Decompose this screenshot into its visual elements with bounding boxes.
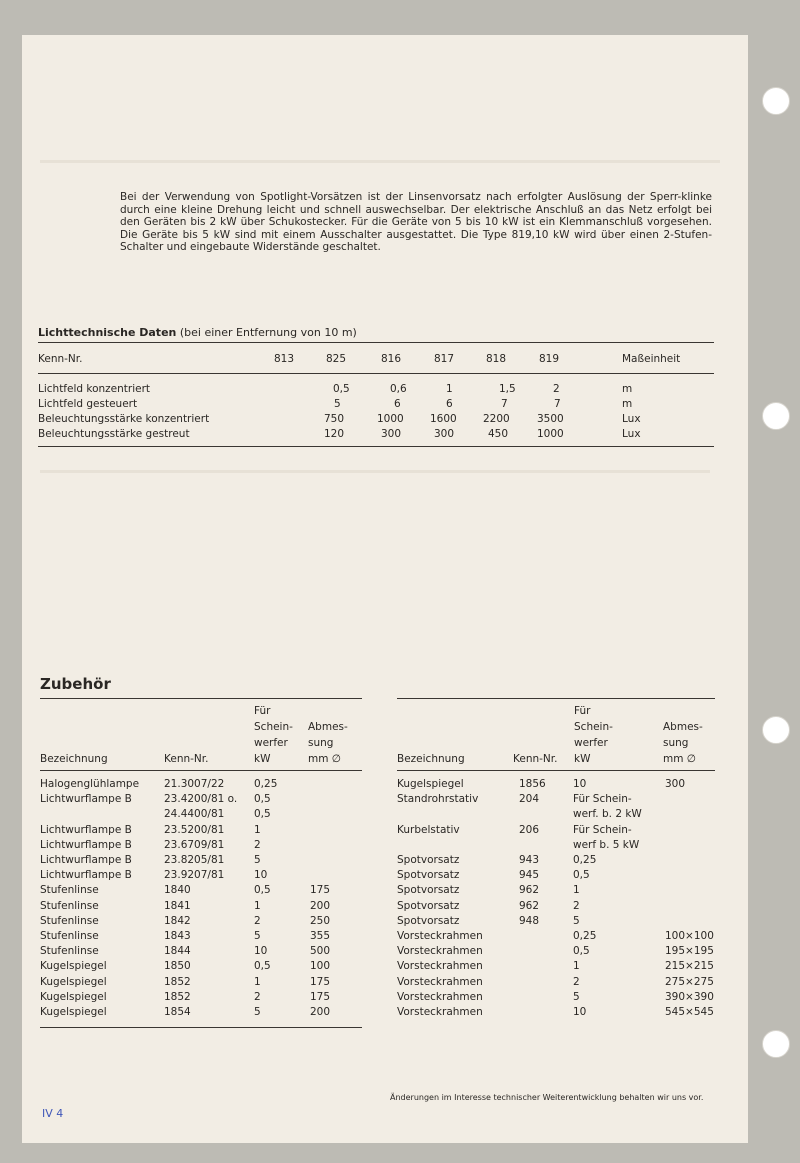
accessory-row bbox=[40, 991, 362, 1006]
accessories-title: Zubehör bbox=[40, 675, 111, 693]
row-unit: m bbox=[622, 398, 633, 410]
accessories-left-header bbox=[40, 703, 362, 769]
row-value: 3500 bbox=[537, 413, 564, 425]
row-label: Beleuchtungsstärke gestreut bbox=[38, 428, 190, 440]
accessory-dim: 175 bbox=[310, 884, 331, 897]
row-value: 6 bbox=[446, 398, 453, 410]
accessory-kw: 10 bbox=[573, 1006, 587, 1018]
accessory-name: Stufenlinse bbox=[40, 914, 99, 927]
accessory-kw: 1 bbox=[254, 975, 261, 988]
accessory-id: 1842 bbox=[164, 914, 191, 927]
accessory-kw: 2 bbox=[573, 975, 580, 988]
row-label: Lichtfeld konzentriert bbox=[38, 383, 151, 395]
col-header-name: Bezeichnung bbox=[397, 753, 465, 765]
row-value: 1000 bbox=[537, 428, 564, 440]
accessory-row bbox=[40, 884, 362, 899]
punch-hole bbox=[762, 87, 790, 115]
accessories-right-table bbox=[397, 778, 715, 1028]
accessory-name: Spotvorsatz bbox=[397, 869, 460, 882]
accessory-dim: 500 bbox=[310, 945, 331, 958]
light-table-top-rule bbox=[38, 342, 714, 343]
row-value: 2 bbox=[553, 383, 560, 395]
accessory-row bbox=[397, 945, 715, 960]
row-unit: Lux bbox=[622, 413, 641, 425]
accessory-id: 23.4200/81 o. bbox=[164, 793, 238, 806]
accessory-dim: 355 bbox=[310, 930, 331, 942]
accessory-row bbox=[397, 1006, 715, 1021]
accessory-kw: werf. b. 2 kW bbox=[573, 808, 642, 821]
header-col: 813 bbox=[274, 353, 295, 365]
row-value: 300 bbox=[434, 428, 455, 440]
accessory-dim: 545×545 bbox=[665, 1006, 714, 1018]
accessory-id: 962 bbox=[519, 884, 540, 897]
light-table-header-rule bbox=[38, 373, 714, 374]
accessory-row bbox=[40, 824, 362, 839]
accessories-right-top-rule bbox=[397, 698, 715, 699]
accessory-kw: 10 bbox=[254, 869, 268, 882]
accessory-name: Vorsteckrahmen bbox=[397, 930, 483, 942]
accessory-row bbox=[397, 793, 715, 808]
accessory-row bbox=[397, 869, 715, 884]
accessory-id: 1841 bbox=[164, 899, 191, 912]
header-col: 816 bbox=[381, 353, 402, 365]
accessory-kw: 5 bbox=[254, 1006, 261, 1018]
row-value: 1000 bbox=[377, 413, 404, 425]
accessory-dim: 200 bbox=[310, 899, 331, 912]
accessory-dim: 195×195 bbox=[665, 945, 714, 958]
accessories-left-table bbox=[40, 778, 362, 1028]
accessory-id: 24.4400/81 bbox=[164, 808, 225, 821]
accessories-right-header bbox=[397, 703, 715, 769]
col-header-id: Kenn-Nr. bbox=[513, 753, 558, 765]
accessory-name: Kugelspiegel bbox=[40, 1006, 107, 1018]
accessory-kw: werf b. 5 kW bbox=[573, 838, 640, 851]
accessory-id: 23.9207/81 bbox=[164, 869, 225, 882]
accessory-dim: 100 bbox=[310, 960, 331, 973]
accessory-dim: 215×215 bbox=[665, 960, 714, 973]
row-unit: m bbox=[622, 383, 633, 395]
light-data-heading bbox=[38, 326, 357, 339]
accessory-kw: 1 bbox=[254, 899, 261, 912]
punch-hole bbox=[762, 716, 790, 744]
accessory-name: Spotvorsatz bbox=[397, 884, 460, 897]
accessory-name: Vorsteckrahmen bbox=[397, 945, 483, 958]
accessory-dim: 275×275 bbox=[665, 975, 714, 988]
accessory-name: Stufenlinse bbox=[40, 930, 99, 942]
accessory-name: Spotvorsatz bbox=[397, 899, 460, 912]
accessory-id: 962 bbox=[519, 899, 540, 912]
row-value: 1600 bbox=[430, 413, 457, 425]
accessory-row bbox=[40, 793, 362, 808]
accessory-id: 948 bbox=[519, 914, 540, 927]
accessory-dim: 200 bbox=[310, 1006, 331, 1018]
accessory-id: 23.5200/81 bbox=[164, 823, 225, 836]
accessory-kw: 2 bbox=[573, 899, 580, 912]
col-header-kw: werfer bbox=[574, 737, 608, 749]
accessory-row bbox=[40, 839, 362, 854]
accessory-kw: 0,5 bbox=[254, 884, 271, 897]
accessory-row bbox=[397, 915, 715, 930]
accessory-kw: 1 bbox=[254, 823, 261, 836]
accessory-name: Lichtwurflampe B bbox=[40, 793, 132, 806]
col-header-kw: kW bbox=[254, 753, 271, 765]
col-header-id: Kenn-Nr. bbox=[164, 753, 209, 765]
accessory-name: Kugelspiegel bbox=[397, 778, 464, 790]
col-header-kw: werfer bbox=[254, 737, 288, 749]
accessory-name: Lichtwurflampe B bbox=[40, 823, 132, 836]
accessory-name: Vorsteckrahmen bbox=[397, 1006, 483, 1018]
accessory-kw: 1 bbox=[573, 960, 580, 973]
page-number: IV 4 bbox=[42, 1107, 64, 1120]
accessory-name: Standrohrstativ bbox=[397, 793, 479, 806]
footnote: Änderungen im Interesse technischer Weiterentwicklung behalten wir uns vor. bbox=[390, 1093, 704, 1102]
col-header-dim: mm ∅ bbox=[663, 753, 696, 765]
accessory-row bbox=[40, 808, 362, 823]
accessory-kw: 10 bbox=[254, 945, 268, 958]
accessory-row bbox=[40, 854, 362, 869]
row-value: 300 bbox=[381, 428, 402, 440]
accessory-name: Lichtwurflampe B bbox=[40, 838, 132, 851]
accessory-dim: 300 bbox=[665, 778, 686, 790]
accessory-name: Vorsteckrahmen bbox=[397, 990, 483, 1003]
accessory-row bbox=[40, 976, 362, 991]
accessory-kw: 5 bbox=[254, 854, 261, 866]
col-header-dim: Abmes- bbox=[308, 721, 348, 733]
accessory-kw: 5 bbox=[573, 990, 580, 1003]
accessory-kw: 5 bbox=[254, 930, 261, 942]
accessory-row bbox=[40, 778, 362, 793]
header-unit: Maßeinheit bbox=[622, 353, 681, 365]
accessory-kw: 0,5 bbox=[573, 869, 590, 882]
light-table-bottom-rule bbox=[38, 446, 714, 447]
accessory-id: 206 bbox=[519, 823, 540, 836]
accessory-kw: 10 bbox=[573, 778, 587, 790]
accessory-dim: 175 bbox=[310, 990, 331, 1003]
accessory-id: 21.3007/22 bbox=[164, 778, 225, 790]
light-data-subtitle: (bei einer Entfernung von 10 m) bbox=[179, 326, 357, 339]
col-header-kw: Schein- bbox=[574, 721, 613, 733]
accessory-name: Kugelspiegel bbox=[40, 960, 107, 973]
accessory-row bbox=[397, 960, 715, 975]
col-header-dim: sung bbox=[663, 737, 689, 749]
accessory-id: 204 bbox=[519, 793, 540, 806]
accessory-kw: 1 bbox=[573, 884, 580, 897]
accessory-row bbox=[397, 854, 715, 869]
accessory-name: Stufenlinse bbox=[40, 884, 99, 897]
accessory-row bbox=[397, 808, 715, 823]
row-value: 0,5 bbox=[333, 383, 350, 395]
accessory-kw: 2 bbox=[254, 838, 261, 851]
accessory-row bbox=[397, 778, 715, 793]
accessory-id: 1856 bbox=[519, 778, 546, 790]
accessory-row bbox=[397, 930, 715, 945]
accessory-name: Vorsteckrahmen bbox=[397, 975, 483, 988]
header-col: 818 bbox=[486, 353, 507, 365]
accessory-row bbox=[397, 884, 715, 899]
punch-hole bbox=[762, 1030, 790, 1058]
row-label: Beleuchtungsstärke konzentriert bbox=[38, 413, 210, 425]
accessory-row bbox=[40, 915, 362, 930]
accessory-name: Lichtwurflampe B bbox=[40, 869, 132, 882]
accessory-dim: 175 bbox=[310, 975, 331, 988]
header-col: 817 bbox=[434, 353, 455, 365]
accessory-kw: Für Schein- bbox=[573, 793, 632, 806]
accessory-id: 1840 bbox=[164, 884, 191, 897]
accessory-name: Spotvorsatz bbox=[397, 854, 460, 866]
accessory-id: 943 bbox=[519, 854, 540, 866]
col-header-kw: Für bbox=[574, 705, 591, 717]
accessory-name: Kugelspiegel bbox=[40, 990, 107, 1003]
punch-hole bbox=[762, 402, 790, 430]
col-header-kw: kW bbox=[574, 753, 591, 765]
accessories-left-top-rule bbox=[40, 698, 362, 699]
row-value: 1,5 bbox=[499, 383, 516, 395]
accessory-name: Kugelspiegel bbox=[40, 975, 107, 988]
accessory-kw: 0,5 bbox=[573, 945, 590, 958]
col-header-name: Bezeichnung bbox=[40, 753, 108, 765]
accessory-id: 1852 bbox=[164, 990, 191, 1003]
accessory-name: Lichtwurflampe B bbox=[40, 854, 132, 866]
accessory-id: 1843 bbox=[164, 930, 191, 942]
accessory-row bbox=[40, 945, 362, 960]
accessories-left-header-rule bbox=[40, 770, 362, 771]
accessory-id: 1844 bbox=[164, 945, 191, 958]
accessory-kw: 0,25 bbox=[573, 854, 597, 866]
row-value: 2200 bbox=[483, 413, 510, 425]
light-data-title: Lichttechnische Daten bbox=[38, 326, 177, 339]
row-label: Lichtfeld gesteuert bbox=[38, 398, 138, 410]
row-value: 7 bbox=[554, 398, 561, 410]
accessory-kw: 2 bbox=[254, 990, 261, 1003]
accessory-row bbox=[397, 991, 715, 1006]
accessory-kw: 0,5 bbox=[254, 808, 271, 821]
accessory-kw: 5 bbox=[573, 914, 580, 927]
accessory-name: Halogenglühlampe bbox=[40, 778, 140, 790]
accessory-name: Spotvorsatz bbox=[397, 914, 460, 927]
row-value: 750 bbox=[324, 413, 345, 425]
accessory-kw: 0,25 bbox=[254, 778, 278, 790]
accessory-kw: 0,5 bbox=[254, 793, 271, 806]
accessory-row bbox=[397, 900, 715, 915]
accessory-name: Stufenlinse bbox=[40, 945, 99, 958]
header-label: Kenn-Nr. bbox=[38, 353, 83, 365]
bleed-through-line bbox=[40, 160, 720, 163]
col-header-kw: Für bbox=[254, 705, 271, 717]
col-header-dim: Abmes- bbox=[663, 721, 703, 733]
row-unit: Lux bbox=[622, 428, 641, 440]
accessory-name: Kurbelstativ bbox=[397, 823, 460, 836]
accessory-name: Vorsteckrahmen bbox=[397, 960, 483, 973]
row-value: 5 bbox=[334, 398, 341, 410]
accessory-row bbox=[40, 869, 362, 884]
col-header-kw: Schein- bbox=[254, 721, 293, 733]
accessory-kw: 0,5 bbox=[254, 960, 271, 973]
row-value: 120 bbox=[324, 428, 345, 440]
accessory-row bbox=[397, 824, 715, 839]
row-value: 0,6 bbox=[390, 383, 407, 395]
accessory-kw: Für Schein- bbox=[573, 823, 632, 836]
accessory-row bbox=[397, 976, 715, 991]
row-value: 6 bbox=[394, 398, 401, 410]
accessory-row bbox=[40, 900, 362, 915]
row-value: 450 bbox=[488, 428, 509, 440]
bleed-through-line bbox=[40, 470, 710, 473]
row-value: 1 bbox=[446, 383, 453, 395]
accessory-dim: 390×390 bbox=[665, 990, 714, 1003]
header-col: 825 bbox=[326, 353, 347, 365]
accessory-row bbox=[40, 930, 362, 945]
accessory-kw: 2 bbox=[254, 914, 261, 927]
accessory-id: 1852 bbox=[164, 975, 191, 988]
accessory-id: 1854 bbox=[164, 1006, 191, 1018]
intro-paragraph: Bei der Verwendung von Spotlight-Vorsätzen ist der Linsenvorsatz nach erfolgter Auslösung der Sperr-klinke durch eine kleine Drehung leicht und schnell auswechselbar. Der elektrische Anschluß an das Netz erfolgt bei den Geräten bis 2 kW über Schukostecker. Für die Geräte von 5 bis 10 kW ist ein Klemmanschluß vorgesehen. Die Geräte bis 5 kW sind mit einem Ausschalter ausgestattet. Die Type 819,10 kW wird über einen 2-Stufen-Schalter und eingebaute Widerstände geschaltet. bbox=[120, 191, 712, 253]
header-col: 819 bbox=[539, 353, 560, 365]
accessory-dim: 100×100 bbox=[665, 930, 714, 942]
accessory-dim: 250 bbox=[310, 914, 331, 927]
accessory-name: Stufenlinse bbox=[40, 899, 99, 912]
col-header-dim: mm ∅ bbox=[308, 753, 341, 765]
accessory-id: 23.6709/81 bbox=[164, 838, 225, 851]
accessory-row bbox=[40, 960, 362, 975]
accessory-row bbox=[397, 839, 715, 854]
accessories-right-header-rule bbox=[397, 770, 715, 771]
accessory-kw: 0,25 bbox=[573, 930, 597, 942]
accessory-id: 1850 bbox=[164, 960, 191, 973]
accessory-id: 23.8205/81 bbox=[164, 854, 225, 866]
accessory-id: 945 bbox=[519, 869, 540, 882]
accessory-row bbox=[40, 1006, 362, 1021]
col-header-dim: sung bbox=[308, 737, 334, 749]
row-value: 7 bbox=[501, 398, 508, 410]
